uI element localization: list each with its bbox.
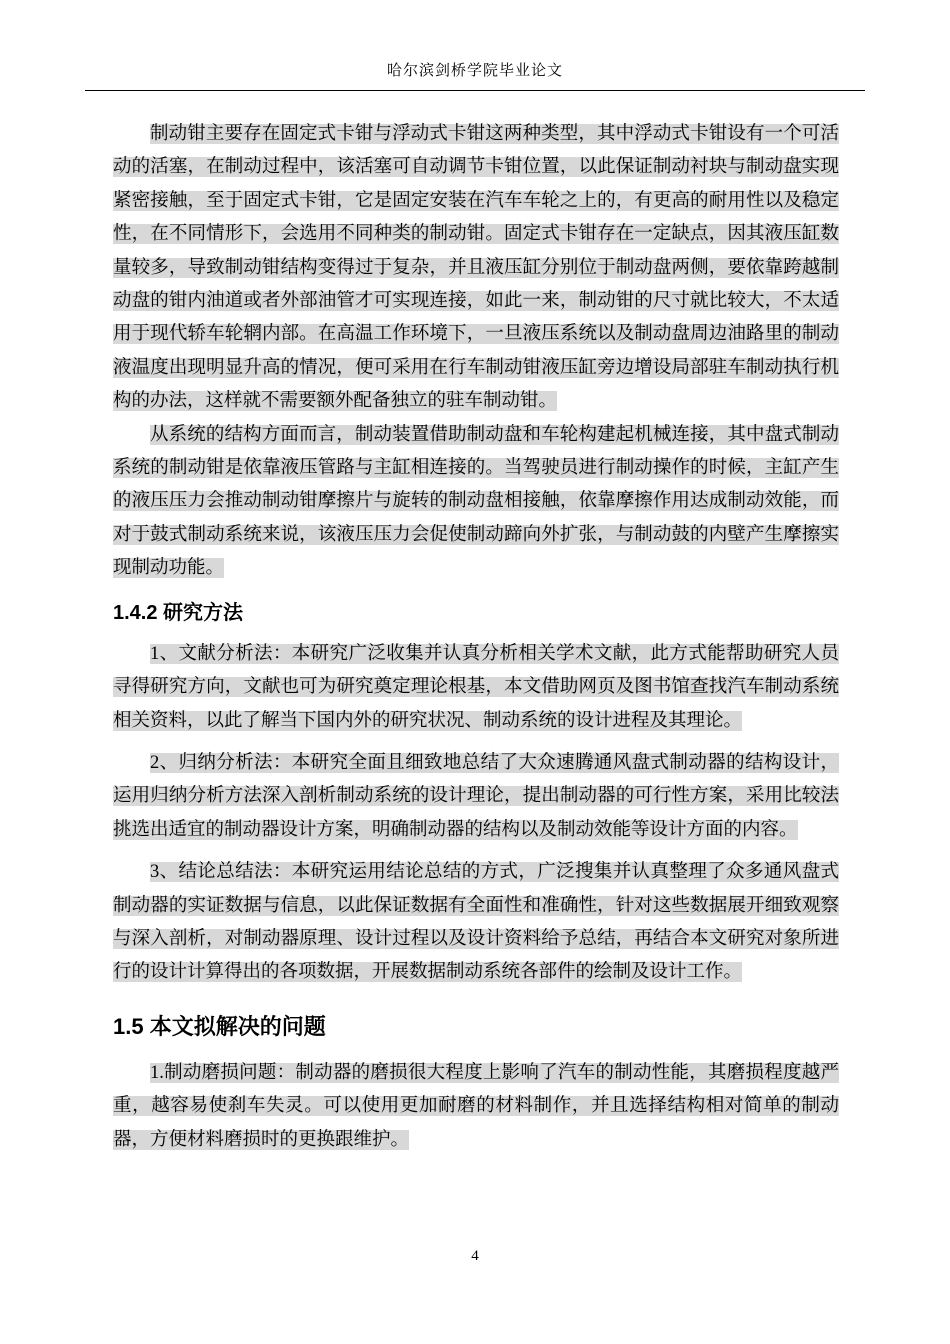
document-content	[113, 118, 839, 1157]
section-heading-research-methods: 1.4.2 研究方法	[113, 601, 244, 624]
paragraph-problem-wear	[113, 1057, 839, 1157]
paragraph-method-induction	[113, 747, 839, 847]
page-footer	[0, 1246, 950, 1266]
paragraph-problem-wear-text: 1.制动磨损问题：制动器的磨损很大程度上影响了汽车的制动性能，其磨损程度越严重，越容易使刹车失灵。可以使用更加耐磨的材料制作，并且选择结构相对简单的制动器，方便材料磨损时的更换跟维护。	[113, 1062, 839, 1150]
paragraph-method-conclusion	[113, 856, 839, 990]
section-heading-problems: 1.5 本文拟解决的问题	[113, 1013, 326, 1039]
page-header	[85, 60, 865, 82]
paragraph-method-induction-text: 2、归纳分析法：本研究全面且细致地总结了大众速腾通风盘式制动器的结构设计，运用归纳分析方法深入剖析制动系统的设计理论，提出制动器的可行性方案，采用比较法挑选出适宜的制动器设计方案，明确制动器的结构以及制动效能等设计方面的内容。	[113, 752, 839, 840]
paragraph-caliper-types	[113, 118, 839, 419]
paragraph-method-conclusion-text: 3、结论总结法：本研究运用结论总结的方式，广泛搜集并认真整理了众多通风盘式制动器的实证数据与信息，以此保证数据有全面性和准确性，针对这些数据展开细致观察与深入剖析，对制动器原理、设计过程以及设计资料给予总结，再结合本文研究对象所进行的设计计算得出的各项数据，开展数据制动系统各部件的绘制及设计工作。	[113, 862, 839, 983]
header-title: 哈尔滨剑桥学院毕业论文	[386, 63, 563, 79]
paragraph-caliper-types-text: 制动钳主要存在固定式卡钳与浮动式卡钳这两种类型，其中浮动式卡钳设有一个可活动的活塞，在制动过程中，该活塞可自动调节卡钳位置，以此保证制动衬块与制动盘实现紧密接触，至于固定式卡钳，它是固定安装在汽车车轮之上的，有更高的耐用性以及稳定性，在不同情形下，会选用不同种类的制动钳。固定式卡钳存在一定缺点，因其液压缸数量较多，导致制动钳结构变得过于复杂，并且液压缸分别位于制动盘两侧，要依靠跨越制动盘的钳内油道或者外部油管才可实现连接，如此一来，制动钳的尺寸就比较大，不太适用于现代轿车轮辋内部。在高温工作环境下，一旦液压系统以及制动盘周边油路里的制动液温度出现明显升高的情况，便可采用在行车制动钳液压缸旁边增设局部驻车制动执行机构的办法，这样就不需要额外配备独立的驻车制动钳。	[113, 124, 839, 412]
paragraph-method-literature-text: 1、文献分析法：本研究广泛收集并认真分析相关学术文献，此方式能帮助研究人员寻得研究方向，文献也可为研究奠定理论根基，本文借助网页及图书馆查找汽车制动系统相关资料，以此了解当下国内外的研究状况、制动系统的设计进程及其理论。	[113, 643, 839, 731]
paragraph-system-structure-text: 从系统的结构方面而言，制动装置借助制动盘和车轮构建起机械连接，其中盘式制动系统的制动钳是依靠液压管路与主缸相连接的。当驾驶员进行制动操作的时候，主缸产生的液压压力会推动制动钳摩擦片与旋转的制动盘相接触，依靠摩擦作用达成制动效能，而对于鼓式制动系统来说，该液压压力会促使制动蹄向外扩张，与制动鼓的内壁产生摩擦实现制动功能。	[113, 424, 839, 579]
page-number: 4	[471, 1248, 479, 1264]
header-divider	[85, 90, 865, 91]
paragraph-system-structure	[113, 419, 839, 586]
paragraph-method-literature	[113, 638, 839, 738]
